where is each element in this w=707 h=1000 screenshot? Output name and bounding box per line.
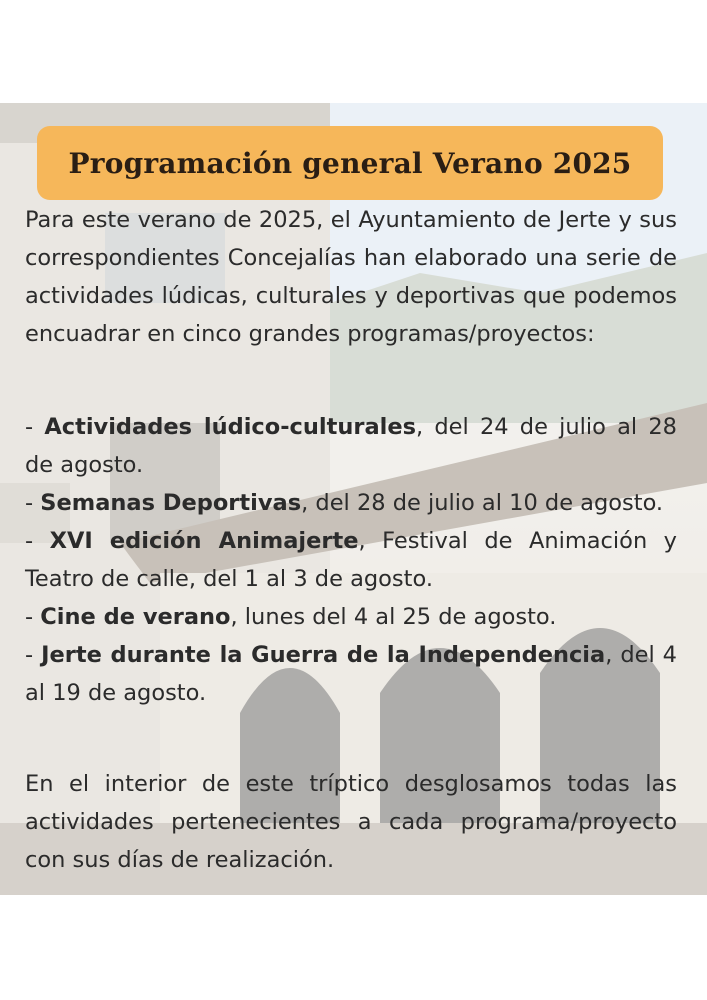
program-item: - Semanas Deportivas, del 28 de julio al 10 de agosto. xyxy=(25,490,664,516)
program-item: - XVI edición Animajerte, Festival de Animación y Teatro de calle, del 1 al 3 de agosto. xyxy=(25,528,677,592)
program-name: Actividades lúdico-culturales xyxy=(44,414,417,440)
program-name: Jerte durante la Guerra de la Independencia xyxy=(41,642,606,668)
program-dates: , del 24 de julio al 28 de agosto. xyxy=(25,414,677,478)
program-item: - Cine de verano, lunes del 4 al 25 de agosto. xyxy=(25,604,557,630)
program-dates: , del 28 de julio al 10 de agosto. xyxy=(301,490,664,516)
programs-list xyxy=(25,408,677,712)
poster-panel xyxy=(0,103,707,895)
intro-paragraph: Para este verano de 2025, el Ayuntamiento de Jerte y sus correspondientes Concejalías han elaborado una serie de actividades lúdicas, culturales y deportivas que podemos encuadrar en cinco grandes programas/proyectos: xyxy=(25,207,677,347)
program-item: - Actividades lúdico-culturales, del 24 de julio al 28 de agosto. xyxy=(25,414,677,478)
page-title: Programación general Verano 2025 xyxy=(68,146,632,180)
program-name: XVI edición Animajerte xyxy=(49,528,359,554)
closing-paragraph: En el interior de este tríptico desglosamos todas las actividades pertenecientes a cada programa/proyecto con sus días de realización. xyxy=(25,771,677,873)
program-item: - Jerte durante la Guerra de la Independencia, del 4 al 19 de agosto. xyxy=(25,642,677,706)
program-dates: , del 4 al 19 de agosto. xyxy=(25,642,677,706)
title-banner xyxy=(37,126,663,200)
program-name: Cine de verano xyxy=(40,604,231,630)
program-dates: , lunes del 4 al 25 de agosto. xyxy=(230,604,557,630)
program-dates: , Festival de Animación y Teatro de calle, del 1 al 3 de agosto. xyxy=(25,528,677,592)
program-name: Semanas Deportivas xyxy=(40,490,302,516)
